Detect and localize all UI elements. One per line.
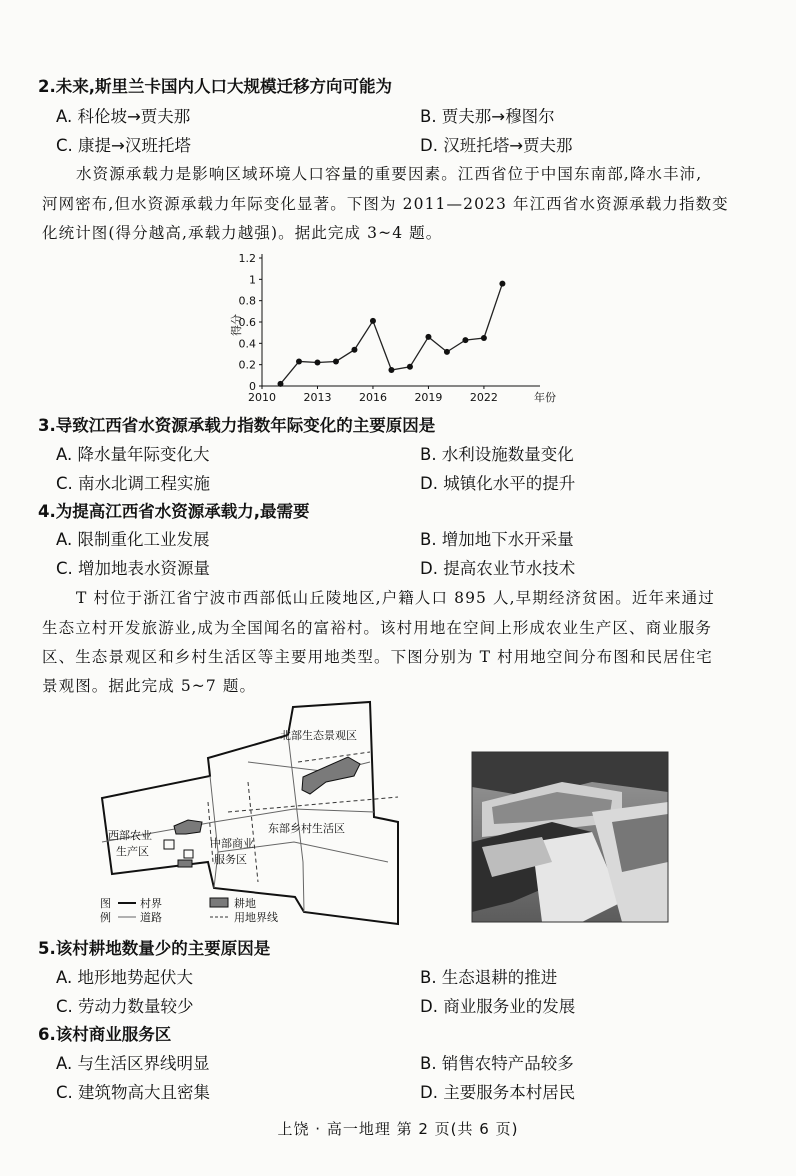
question-2-option-b: B. 贾夫那→穆图尔 [420,107,555,126]
farmland-patch-west [174,820,202,834]
data-point [388,367,394,373]
passage-2-line-2: 生态立村开发旅游业,成为全国闻名的富裕村。该村用地在空间上形成农业生产区、商业服务 [42,619,713,637]
question-2-stem: 2.未来,斯里兰卡国内人口大规模迁移方向可能为 [38,77,393,96]
passage-2-line-4: 景观图。据此完成 5~7 题。 [42,677,257,695]
x-tick-label: 2013 [303,391,332,404]
x-tick-label: 2022 [469,391,498,404]
y-tick-label: 0.4 [238,337,256,351]
question-5-option-d: D. 商业服务业的发展 [420,997,576,1016]
data-point [370,318,376,324]
x-axis-label: 年份 [534,391,556,404]
legend-road-label: 道路 [140,911,162,924]
question-5-option-a: A. 地形地势起伏大 [56,968,193,987]
question-2-option-d: D. 汉班托塔→贾夫那 [420,136,573,155]
question-4-option-d: D. 提高农业节水技术 [420,559,576,578]
legend-farmland-symbol [210,898,228,907]
question-3-stem: 3.导致江西省水资源承载力指数年际变化的主要原因是 [38,416,436,435]
question-3-option-a: A. 降水量年际变化大 [56,445,210,464]
y-tick-label: 1 [249,273,256,287]
data-point [351,347,357,353]
y-tick-label: 0.6 [238,316,256,329]
north-eco-landscape-label: 北部生态景观区 [280,729,357,742]
residential-landscape-photo [472,752,668,922]
data-point [444,349,450,355]
question-3-option-b: B. 水利设施数量变化 [420,445,574,464]
x-tick-label: 2016 [358,391,387,404]
question-3-option-d: D. 城镇化水平的提升 [420,474,576,493]
question-6-option-c: C. 建筑物高大且密集 [56,1083,211,1102]
legend-farmland-label: 耕地 [234,897,256,910]
question-6-option-b: B. 销售农特产品较多 [420,1054,574,1073]
y-tick-label: 0.2 [238,358,256,372]
passage-1-line-1: 水资源承载力是影响区域环境人口容量的重要因素。江西省位于中国东南部,降水丰沛, [76,165,703,183]
legend-boundary-label: 村界 [140,897,162,910]
data-point [481,335,487,341]
passage-2-line-1: T 村位于浙江省宁波市西部低山丘陵地区,户籍人口 895 人,早期经济贫困。近年来通过 [76,589,715,607]
legend-landuse-label: 用地界线 [234,911,278,924]
chart-axes [262,254,540,386]
building-outline-2 [184,850,193,858]
question-3-option-c: C. 南水北调工程实施 [56,474,211,493]
y-tick-label: 0 [249,380,256,393]
question-2-option-a: A. 科伦坡→贾夫那 [56,107,191,126]
passage-1-line-3: 化统计图(得分越高,承载力越强)。据此完成 3~4 题。 [42,224,443,242]
question-2-option-c: C. 康提→汉班托塔 [56,136,191,155]
data-point [296,358,302,364]
question-4-option-b: B. 增加地下水开采量 [420,530,574,549]
data-point [277,381,283,387]
map-legend [100,896,278,924]
data-point [425,334,431,340]
question-6-option-d: D. 主要服务本村居民 [420,1083,576,1102]
east-village-life-label: 东部乡村生活区 [268,822,345,835]
data-point [499,281,505,287]
water-capacity-line-chart [230,250,556,410]
y-axis-label: 得分 [230,314,243,336]
data-point [462,337,468,343]
question-6-option-a: A. 与生活区界线明显 [56,1054,210,1073]
series-points [277,281,505,387]
central-commerce-label-1: 中部商业 [210,837,254,850]
y-tick-label: 0.8 [238,294,256,308]
west-agri-label-2: 生产区 [116,845,149,858]
question-4-stem: 4.为提高江西省水资源承载力,最需要 [38,502,310,521]
data-point [407,364,413,370]
data-point [333,358,339,364]
farmland-patch-south [178,860,192,867]
passage-2-line-3: 区、生态景观区和乡村生活区等主要用地类型。下图分别为 T 村用地空间分布图和民居住宅 [42,648,713,666]
question-6-stem: 6.该村商业服务区 [38,1025,172,1044]
question-4-option-a: A. 限制重化工业发展 [56,530,210,549]
question-5-option-b: B. 生态退耕的推进 [420,968,558,987]
passage-1-line-2: 河网密布,但水资源承载力年际变化显著。下图为 2011—2023 年江西省水资源承载力指数变 [42,195,729,213]
west-agri-label-1: 西部农业 [108,829,152,842]
x-tick-label: 2019 [414,391,443,404]
legend-title-2: 例 [100,911,111,924]
data-point [314,360,320,366]
x-tick-label: 2010 [248,391,276,404]
page-footer: 上饶 · 高一地理 第 2 页(共 6 页) [277,1120,519,1138]
question-5-stem: 5.该村耕地数量少的主要原因是 [38,939,271,958]
central-commerce-label-2: 服务区 [214,853,247,866]
farmland-patch-north [302,757,360,794]
question-4-option-c: C. 增加地表水资源量 [56,559,211,578]
question-5-option-c: C. 劳动力数量较少 [56,997,194,1016]
village-land-use-map [98,702,398,934]
legend-title-1: 图 [100,897,111,910]
y-tick-label: 1.2 [238,252,256,265]
building-outline [164,840,174,849]
